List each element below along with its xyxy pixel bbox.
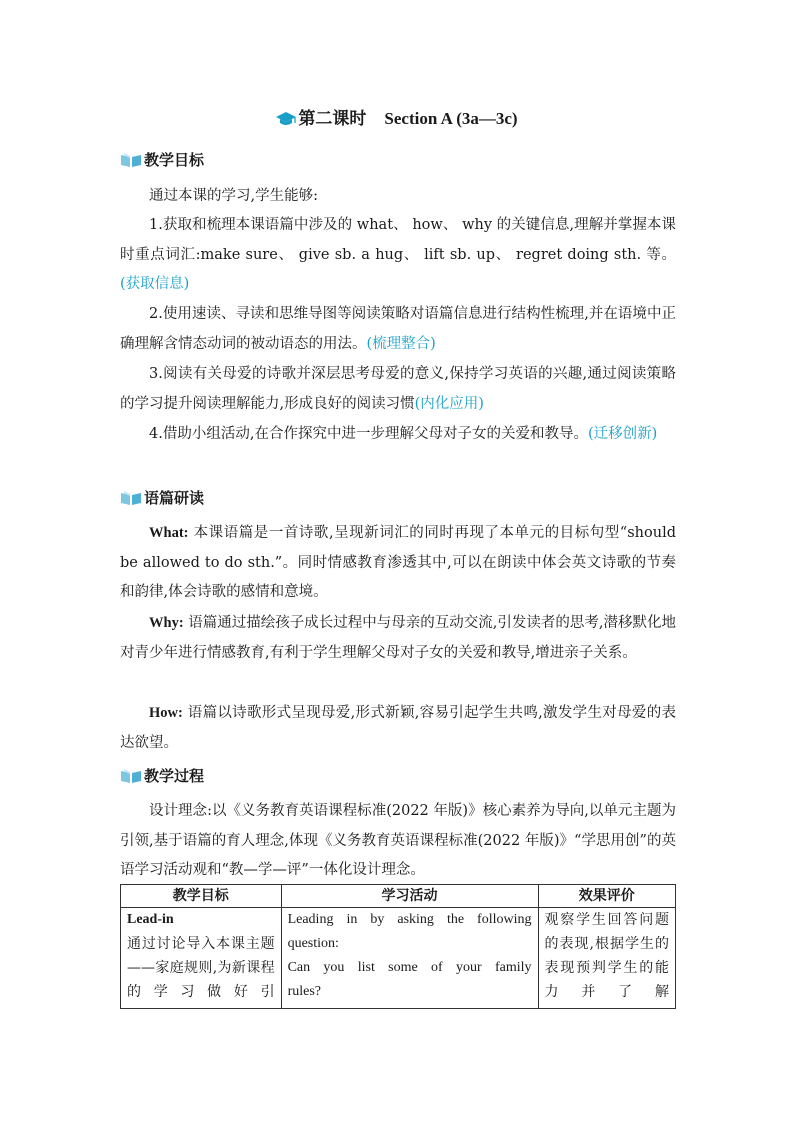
goal-item-4: 4.借助小组活动,在合作探究中进一步理解父母对子女的关爱和教导。(迁移创新): [149, 426, 658, 442]
page-title: [0, 104, 794, 132]
table-header: 效果评价: [538, 885, 676, 908]
reading-what: What: 本课语篇是一首诗歌,呈现新词汇的同时再现了本单元的目标句型“should be allowed to do sth.”。同时情感教育渗透其中,可以在朗读中体会英文诗歌的节奏和韵律,体会诗歌的感情和意境。: [120, 525, 676, 600]
table-cell-goal: Lead-in 通过讨论导入本课主题——家庭规则,为新课程的学习做好引: [121, 908, 282, 1009]
book-icon: [120, 490, 142, 506]
lesson-table: [120, 884, 676, 1009]
table-row: [121, 908, 676, 1009]
table-cell-activity: Leading in by asking the following question: Can you list some of your family rules?: [281, 908, 538, 1009]
book-icon: [120, 152, 142, 168]
table-cell-evaluation: 观察学生回答问题的表现,根据学生的表现预判学生的能力并了解: [538, 908, 676, 1009]
graduation-cap-icon: [276, 111, 296, 132]
table-header: 教学目标: [121, 885, 282, 908]
goal-item-3: 3.阅读有关母爱的诗歌并深层思考母爱的意义,保持学习英语的兴趣,通过阅读策略的学习提升阅读理解能力,形成良好的阅读习惯(内化应用): [120, 366, 676, 412]
section-heading-process: 教学过程: [120, 765, 204, 786]
reading-how: How: 语篇以诗歌形式呈现母爱,形式新颖,容易引起学生共鸣,激发学生对母爱的表达欲望。: [120, 705, 676, 751]
goal-item-2: 2.使用速读、寻读和思维导图等阅读策略对语篇信息进行结构性梳理,并在语境中正确理解含情态动词的被动语态的用法。(梳理整合): [120, 306, 676, 352]
book-icon: [120, 768, 142, 784]
section-heading-reading: 语篇研读: [120, 487, 204, 508]
goals-intro: 通过本课的学习,学生能够:: [149, 188, 318, 204]
table-header-row: [121, 885, 676, 908]
title-cn: 第二课时: [298, 109, 367, 128]
section-heading-goals: 教学目标: [120, 149, 204, 170]
reading-why: Why: 语篇通过描绘孩子成长过程中与母亲的互动交流,引发读者的思考,潜移默化地对青少年进行情感教育,有利于学生理解父母对子女的关爱和教导,增进亲子关系。: [120, 615, 676, 661]
process-intro: 设计理念:以《义务教育英语课程标准(2022 年版)》核心素养为导向,以单元主题为引领,基于语篇的育人理念,体现《义务教育英语课程标准(2022 年版)》“学思用创”的英语学习活动观和“教—学—评”一体化设计理念。: [120, 803, 676, 878]
title-en: Section A (3a—3c): [384, 109, 518, 128]
goal-item-1: 1.获取和梳理本课语篇中涉及的 what、 how、 why 的关键信息,理解并掌握本课时重点词汇:make sure、 give sb. a hug、 lift sb. up、 regret doing sth. 等。(获取信息): [120, 217, 676, 292]
table-header: 学习活动: [281, 885, 538, 908]
